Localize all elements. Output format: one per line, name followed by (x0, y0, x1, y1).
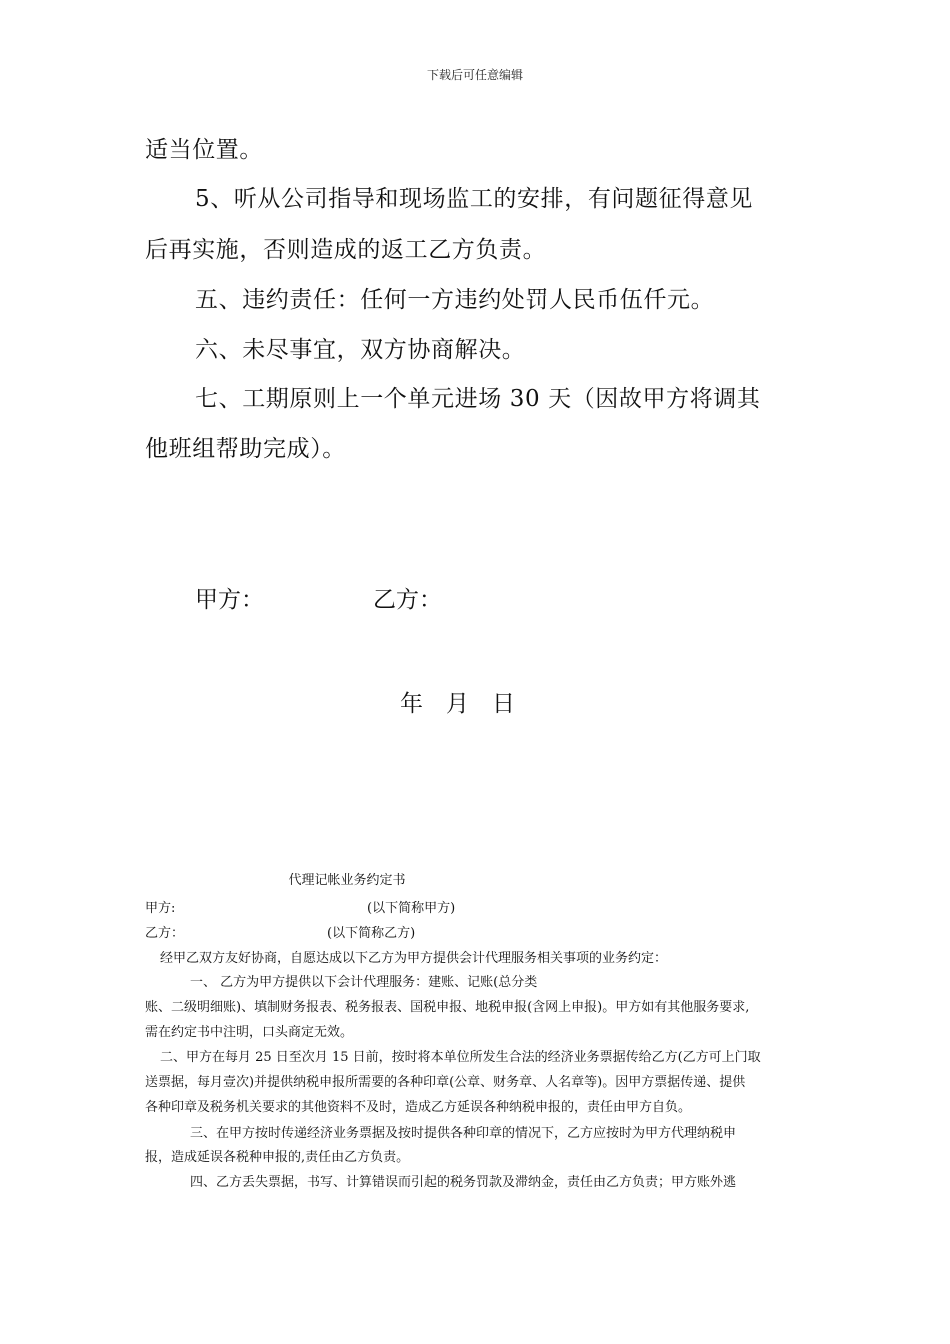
contract-line-6: 七、工期原则上一个单元进场 30 天（因故甲方将调其 (195, 386, 761, 412)
agreement-line-1: 经甲乙双方友好协商，自愿达成以下乙方为甲方提供会计代理服务相关事项的业务约定： (160, 951, 668, 966)
party-a-note: (以下简称甲方) (367, 901, 456, 916)
contract-line-1: 适当位置。 (145, 137, 263, 163)
date-line: 年 月 日 (400, 691, 515, 717)
party-a-field: 甲方: (145, 901, 176, 916)
agreement-line-2: 一、 乙方为甲方提供以下会计代理服务：建账、记账(总分类 (190, 975, 538, 990)
agreement-title: 代理记帐业务约定书 (288, 873, 406, 888)
agreement-line-6: 送票据，每月壹次)并提供纳税申报所需要的各种印章(公章、财务章、人名章等)。因甲方票据传递、提供 (145, 1075, 746, 1090)
party-b-note: (以下简称乙方) (327, 926, 416, 941)
page-header: 下载后可任意编辑 (426, 68, 523, 82)
agreement-line-5: 二、甲方在每月 25 日至次月 15 日前，按时将本单位所发生合法的经济业务票据传给乙方(乙方可上门取 (160, 1050, 761, 1065)
contract-line-2: 5、听从公司指导和现场监工的安排，有问题征得意见 (195, 186, 754, 212)
agreement-line-8: 三、在甲方按时传递经济业务票据及按时提供各种印章的情况下，乙方应按时为甲方代理纳税申 (190, 1126, 737, 1141)
contract-line-5: 六、未尽事宜，双方协商解决。 (195, 337, 526, 363)
contract-line-4: 五、违约责任：任何一方违约处罚人民币伍仟元。 (195, 287, 715, 313)
contract-line-3: 后再实施，否则造成的返工乙方负责。 (145, 237, 547, 263)
agreement-line-9: 报，造成延误各税种申报的,责任由乙方负责。 (145, 1150, 410, 1165)
party-a-signature-label: 甲方： (195, 587, 264, 613)
agreement-line-7: 各种印章及税务机关要求的其他资料不及时，造成乙方延误各种纳税申报的，责任由甲方自负。 (145, 1100, 692, 1115)
party-b-field: 乙方： (145, 926, 185, 941)
party-b-signature-label: 乙方： (373, 587, 442, 613)
contract-line-7: 他班组帮助完成）。 (145, 436, 346, 462)
agreement-line-3: 账、二级明细账)、填制财务报表、税务报表、国税申报、地税申报(含网上申报)。甲方如有其他服务要求, (145, 1000, 750, 1015)
agreement-line-4: 需在约定书中注明，口头商定无效。 (145, 1025, 354, 1040)
agreement-title-wrapper (0, 869, 950, 888)
agreement-line-10: 四、乙方丢失票据，书写、计算错误而引起的税务罚款及滞纳金，责任由乙方负责；甲方账外逃 (190, 1175, 737, 1190)
